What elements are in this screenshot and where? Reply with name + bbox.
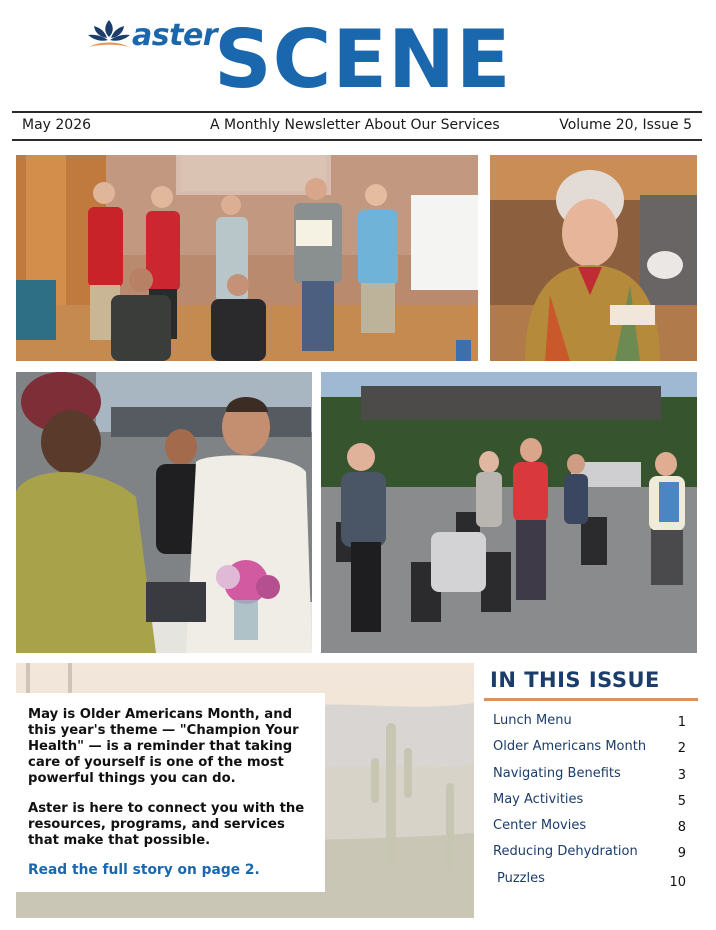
toc-item-title: Center Movies bbox=[493, 818, 587, 834]
newsletter-tagline: A Monthly Newsletter About Our Services bbox=[210, 117, 500, 133]
in-this-issue-panel bbox=[484, 665, 698, 925]
toc-item[interactable] bbox=[484, 842, 698, 868]
feature-story-card bbox=[16, 693, 325, 892]
toc-item-page: 1 bbox=[677, 715, 686, 730]
read-more-link[interactable]: Read the full story on page 2. bbox=[28, 862, 260, 878]
toc-item[interactable] bbox=[484, 711, 698, 737]
toc-item-page: 5 bbox=[677, 793, 686, 809]
toc-title: IN THIS ISSUE bbox=[490, 668, 660, 692]
toc-item[interactable] bbox=[484, 737, 698, 763]
toc-item-page: 10 bbox=[669, 874, 686, 890]
issue-info-bar bbox=[12, 112, 702, 139]
smiling-woman-photo bbox=[490, 155, 697, 361]
story-paragraph-2: Aster is here to connect you with the resources, programs, and services that make that possible. bbox=[28, 801, 305, 848]
brand-name: aster bbox=[132, 18, 218, 53]
group-award-photo bbox=[16, 155, 478, 361]
outdoor-exercise-class-photo bbox=[321, 372, 697, 653]
toc-item-title: Lunch Menu bbox=[493, 713, 572, 728]
toc-item-page: 3 bbox=[677, 767, 686, 783]
toc-item-page: 9 bbox=[677, 846, 686, 862]
toc-item[interactable] bbox=[484, 790, 698, 816]
newsletter-title: SCENE bbox=[214, 13, 512, 106]
toc-list bbox=[484, 711, 698, 895]
story-paragraph-1: May is Older Americans Month, and this year's theme — "Champion Your Health" — is a reminder that taking care of yourself is one of the most powerful things you can do. bbox=[28, 707, 299, 786]
toc-item-page: 8 bbox=[677, 820, 686, 836]
toc-item[interactable] bbox=[484, 764, 698, 790]
toc-item-title: Puzzles bbox=[497, 870, 545, 886]
issue-volume: Volume 20, Issue 5 bbox=[559, 117, 692, 133]
toc-item-title: May Activities bbox=[493, 791, 584, 807]
masthead bbox=[0, 0, 716, 110]
lotus-logo-icon bbox=[86, 18, 132, 50]
masthead-divider-bottom bbox=[12, 139, 702, 141]
toc-item[interactable] bbox=[484, 869, 698, 895]
toc-item-title: Reducing Dehydration bbox=[493, 844, 638, 860]
issue-date: May 2026 bbox=[22, 117, 92, 133]
toc-item[interactable] bbox=[484, 816, 698, 842]
toc-item-title: Navigating Benefits bbox=[493, 765, 621, 781]
toc-divider bbox=[484, 698, 698, 701]
toc-item-page: 2 bbox=[677, 741, 686, 757]
toc-item-title: Older Americans Month bbox=[493, 739, 647, 755]
community-event-conversation-photo bbox=[16, 372, 312, 653]
